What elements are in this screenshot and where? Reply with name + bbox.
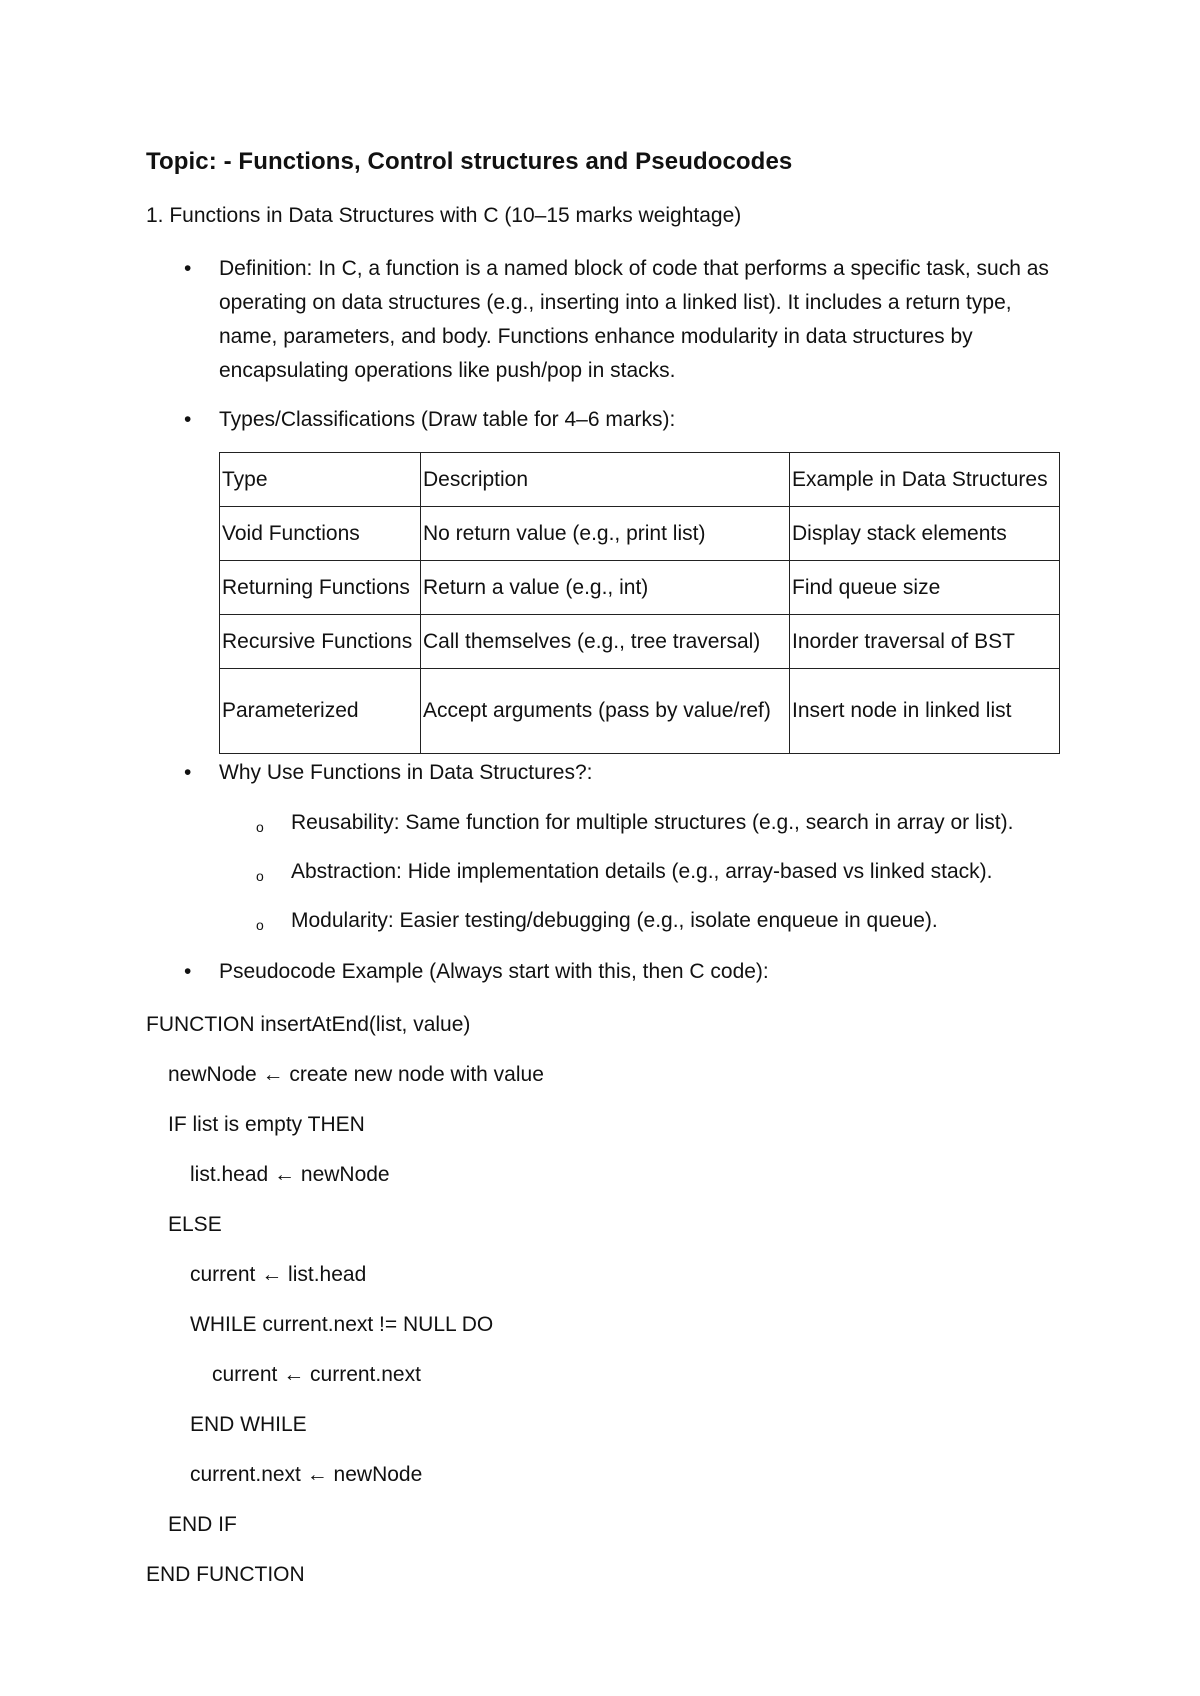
pseudocode-line: current ← list.head	[190, 1263, 367, 1286]
function-types-table	[219, 452, 1060, 754]
table-header-row	[220, 453, 1060, 507]
table-cell: Returning Functions	[220, 561, 421, 615]
pseudocode-heading: Pseudocode Example (Always start with this, then C code):	[219, 960, 769, 983]
bullet-marker: •	[184, 761, 192, 784]
why-point-modularity: Modularity: Easier testing/debugging (e.g., isolate enqueue in queue).	[291, 909, 938, 932]
pseudocode-line: END IF	[168, 1513, 237, 1536]
why-heading: Why Use Functions in Data Structures?:	[219, 761, 593, 784]
section-heading: 1. Functions in Data Structures with C (10–15 marks weightage)	[146, 204, 742, 227]
table-header-cell: Description	[421, 453, 790, 507]
definition-paragraph: Definition: In C, a function is a named block of code that performs a specific task, such as operating on data structures (e.g., inserting into a linked list). It includes a return type, name, parameters, and body. Functions enhance modularity in data structures by encapsulating operations like push/pop in stacks.	[219, 257, 1049, 382]
pseudocode-line: FUNCTION insertAtEnd(list, value)	[146, 1013, 471, 1036]
bullet-marker: •	[184, 408, 192, 431]
why-point-abstraction: Abstraction: Hide implementation details (e.g., array-based vs linked stack).	[291, 860, 993, 883]
table-cell: Accept arguments (pass by value/ref)	[421, 669, 790, 754]
pseudocode-line: END WHILE	[190, 1413, 307, 1436]
table-header-cell: Type	[220, 453, 421, 507]
sub-bullet-marker: o	[256, 917, 264, 933]
types-heading: Types/Classifications (Draw table for 4–6 marks):	[219, 408, 676, 431]
pseudocode-line: newNode ← create new node with value	[168, 1063, 544, 1086]
table-cell: Parameterized	[220, 669, 421, 754]
table-row	[220, 669, 1060, 754]
pseudocode-line: IF list is empty THEN	[168, 1113, 365, 1136]
pseudocode-line: current.next ← newNode	[190, 1463, 423, 1486]
table-row	[220, 561, 1060, 615]
pseudocode-line: END FUNCTION	[146, 1563, 305, 1586]
table-cell: Inorder traversal of BST	[790, 615, 1060, 669]
table-cell: No return value (e.g., print list)	[421, 507, 790, 561]
table-cell: Insert node in linked list	[790, 669, 1060, 754]
table-header-cell: Example in Data Structures	[790, 453, 1060, 507]
page-title: Topic: - Functions, Control structures and Pseudocodes	[146, 148, 793, 175]
bullet-marker: •	[184, 257, 192, 280]
pseudocode-line: list.head ← newNode	[190, 1163, 390, 1186]
sub-bullet-marker: o	[256, 868, 264, 884]
table-cell: Recursive Functions	[220, 615, 421, 669]
table-cell: Display stack elements	[790, 507, 1060, 561]
bullet-marker: •	[184, 960, 192, 983]
table-cell: Call themselves (e.g., tree traversal)	[421, 615, 790, 669]
table-cell: Void Functions	[220, 507, 421, 561]
pseudocode-line: current ← current.next	[212, 1363, 421, 1386]
pseudocode-line: ELSE	[168, 1213, 222, 1236]
table-row	[220, 507, 1060, 561]
table-row	[220, 615, 1060, 669]
table-cell: Find queue size	[790, 561, 1060, 615]
pseudocode-line: WHILE current.next != NULL DO	[190, 1313, 494, 1336]
why-point-reusability: Reusability: Same function for multiple structures (e.g., search in array or list).	[291, 811, 1014, 834]
table-cell: Return a value (e.g., int)	[421, 561, 790, 615]
sub-bullet-marker: o	[256, 819, 264, 835]
